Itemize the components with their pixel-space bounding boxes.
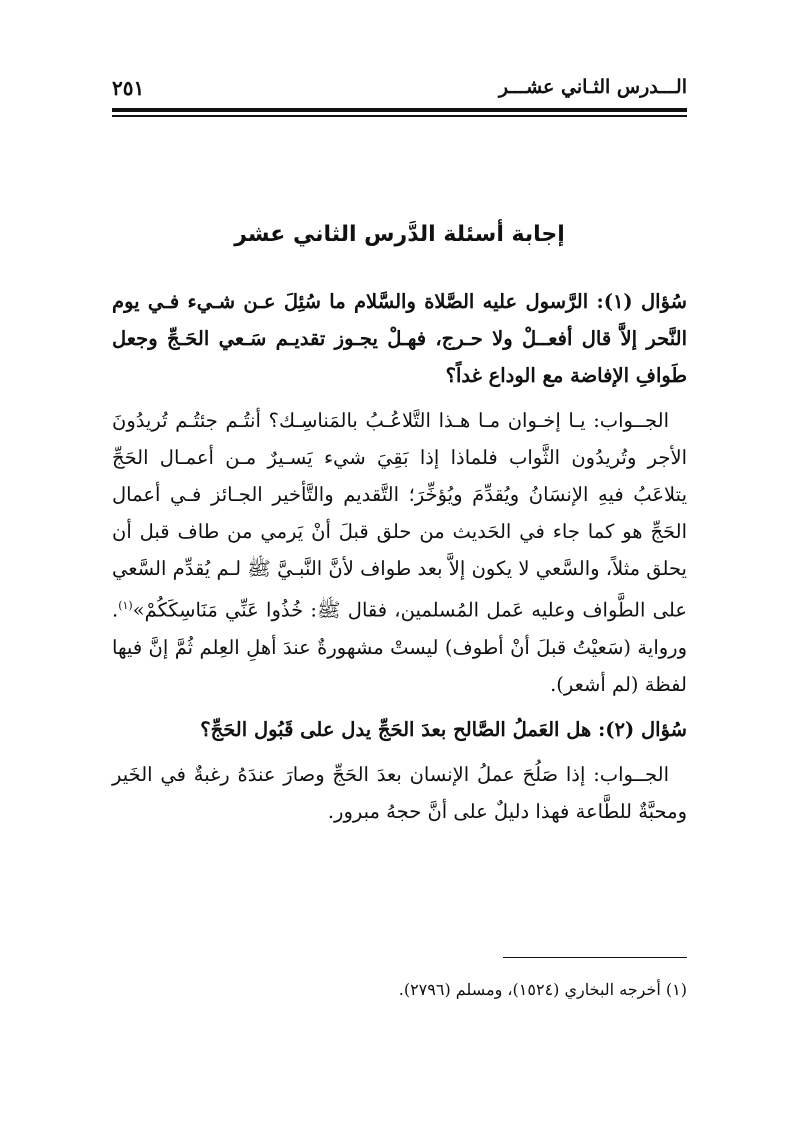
answer-1-tail: . ورواية (سَعيْتُ قبلَ أنْ أطوف) ليستْ مشهورةٌ عندَ أهلِ العِلم ثُمَّ إنَّ فيها لفظة (لم أشعر). (112, 598, 687, 696)
header-rule-thick (112, 108, 687, 112)
footnote-rule (503, 957, 687, 958)
answer-1-text: الجــواب: يـا إخـوان مـا هـذا التَّلاعُـبُ بالمَناسِـك؟ أنتُـم جئتُـم تُريدُونَ الأجر وتُريدُون الثَّواب فلماذا إذا بَقِيَ شيء يَسـيرٌ مـن أعمـال الحَجِّ يتلاعَبُ فيهِ الإنسَانُ ويُقدِّمَ ويُؤخِّرَ؛ التَّقديم والتَّأخير الجـائز فـي أعمال الحَجِّ هو كما جاء في الحَديث من حلق قبلَ أنْ يَرمي من طاف قبل أن يحلق مثلاً، والسَّعي لا يكون إلاَّ بعد طواف لأنَّ النَّبـيَّ ﷺ لـم يُقدِّم السَّعي على الطَّواف وعليه عَمل المُسلمين، فقال ﷺ: خُذُوا عَنِّي مَنَاسِكَكُمْ» (112, 409, 687, 622)
section-title: إجابة أسئلة الدَّرس الثاني عشر (234, 222, 565, 247)
question-1: سُؤال (١): الرَّسول عليه الصَّلاة والسَّلام ما سُئِلَ عـن شـيء فـي يوم النَّحر إلاَّ قال أفعــلْ ولا حـرج، فهـلْ يجـوز تقديـم سَـعي الحَـجِّ وجعل طَوافِ الإفاضة مع الوداع غداً؟ (112, 290, 687, 387)
lesson-title: الـــدرس الثـاني عشـــر (498, 76, 687, 98)
header-rule-thin (112, 115, 687, 117)
footnote-ref: (١) (118, 599, 133, 612)
footnote: (١) أخرجه البخاري (١٥٢٤)، ومسلم (٢٧٩٦). (398, 980, 687, 999)
question-2: سُؤال (٢): هل العَملُ الصَّالح بعدَ الحَجِّ يدل على قَبُول الحَجِّ؟ (200, 717, 687, 741)
page-number: ٢٥١ (112, 76, 145, 100)
running-header (112, 74, 687, 104)
answer-1 (112, 402, 687, 703)
answer-2: الجــواب: إذا صَلُحَ عملُ الإنسان بعدَ الحَجِّ وصارَ عندَهُ رغبةٌ في الخَير ومحبَّةٌ للطَّاعة فهذا دليلٌ على أنَّ حجهُ مبرور. (112, 762, 687, 823)
body-text (112, 283, 687, 838)
